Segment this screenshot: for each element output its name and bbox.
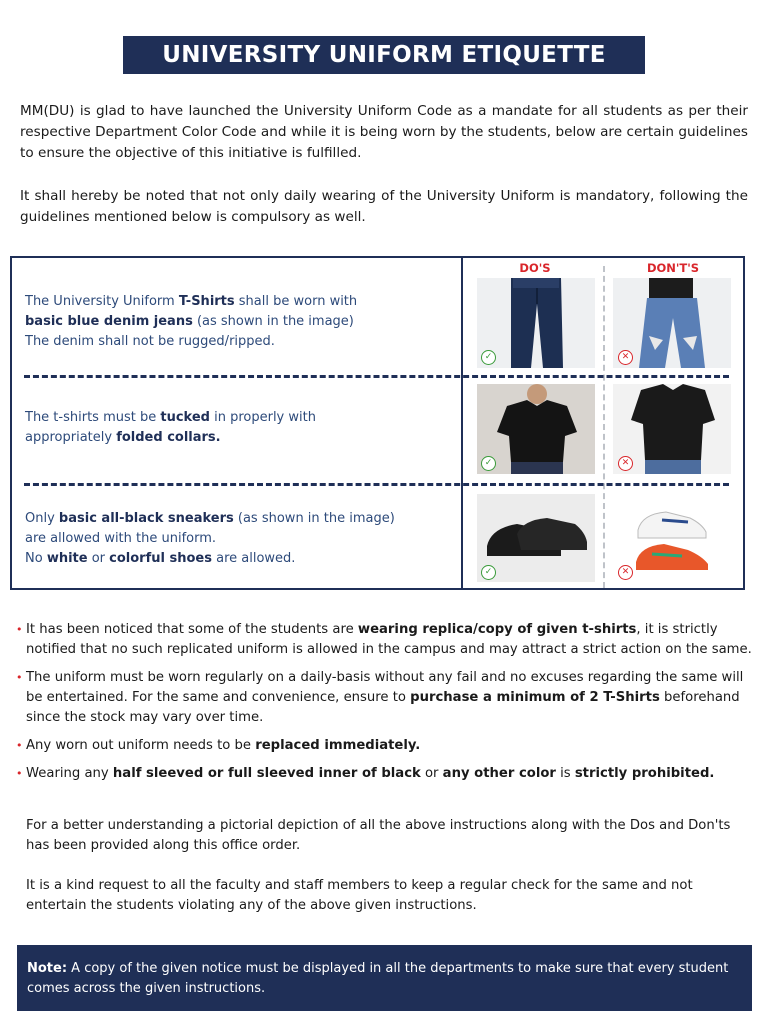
- dos-donts-divider: [603, 266, 605, 588]
- column-divider: [461, 258, 463, 588]
- intro-paragraph-2: It shall hereby be noted that not only daily wearing of the University Uniform is mandatory, following the guidelines mentioned below is compulsory as well.: [20, 188, 748, 225]
- list-item: • Wearing any half sleeved or full sleeved inner of black or any other color is strictly prohibited.: [16, 764, 756, 784]
- note-label: Note:: [27, 961, 68, 976]
- row-tshirt-text: The t-shirts must be tucked in properly with appropriately folded collars.: [25, 410, 316, 445]
- row-divider: [24, 375, 729, 378]
- check-circle-icon: ✓: [481, 456, 496, 471]
- closing-paragraph-2: It is a kind request to all the faculty and staff members to keep a regular check for the same and not entertain the students violating any of the above given instructions.: [26, 878, 693, 913]
- cross-circle-icon: ✕: [618, 565, 633, 580]
- note-text: A copy of the given notice must be displayed in all the departments to make sure that every student comes across the given instructions.: [27, 961, 729, 996]
- sneakers-dont-image: [632, 496, 714, 582]
- list-item: • It has been noticed that some of the students are wearing replica/copy of given t-shirts, it is strictly notified that no such replicated uniform is allowed in the campus and may attract a strict action on the same.: [16, 620, 756, 660]
- check-circle-icon: ✓: [481, 565, 496, 580]
- check-circle-icon: ✓: [481, 350, 496, 365]
- list-item: • Any worn out uniform needs to be replaced immediately.: [16, 736, 756, 756]
- cross-circle-icon: ✕: [618, 456, 633, 471]
- note-box: [17, 945, 752, 1011]
- list-item: • The uniform must be worn regularly on a daily-basis without any fail and no excuses regarding the same will be entertained. For the same and convenience, ensure to purchase a minimum of 2 T-Shirts beforehand since the stock may vary over time.: [16, 668, 756, 728]
- row-divider: [24, 483, 729, 486]
- dos-header: DO'S: [519, 261, 551, 275]
- dos-donts-table: [10, 256, 745, 590]
- intro-paragraph-1: MM(DU) is glad to have launched the University Uniform Code as a mandate for all students as per their respective Department Color Code and while it is being worn by the students, below are certain guidelines to ensure the objective of this initiative is fulfilled.: [20, 103, 748, 161]
- row-jeans-text: The University Uniform T-Shirts shall be worn with basic blue denim jeans (as shown in the image) The denim shall not be rugged/ripped.: [25, 294, 358, 349]
- guidelines-list: [16, 620, 756, 792]
- cross-circle-icon: ✕: [618, 350, 633, 365]
- page-title: UNIVERSITY UNIFORM ETIQUETTE: [123, 36, 645, 74]
- donts-header: DON'T'S: [646, 261, 700, 275]
- closing-paragraph-1: For a better understanding a pictorial depiction of all the above instructions along with the Dos and Don'ts has been provided along this office order.: [26, 818, 731, 853]
- row-sneakers-text: Only basic all-black sneakers (as shown in the image) are allowed with the uniform. No white or colorful shoes are allowed.: [25, 511, 395, 566]
